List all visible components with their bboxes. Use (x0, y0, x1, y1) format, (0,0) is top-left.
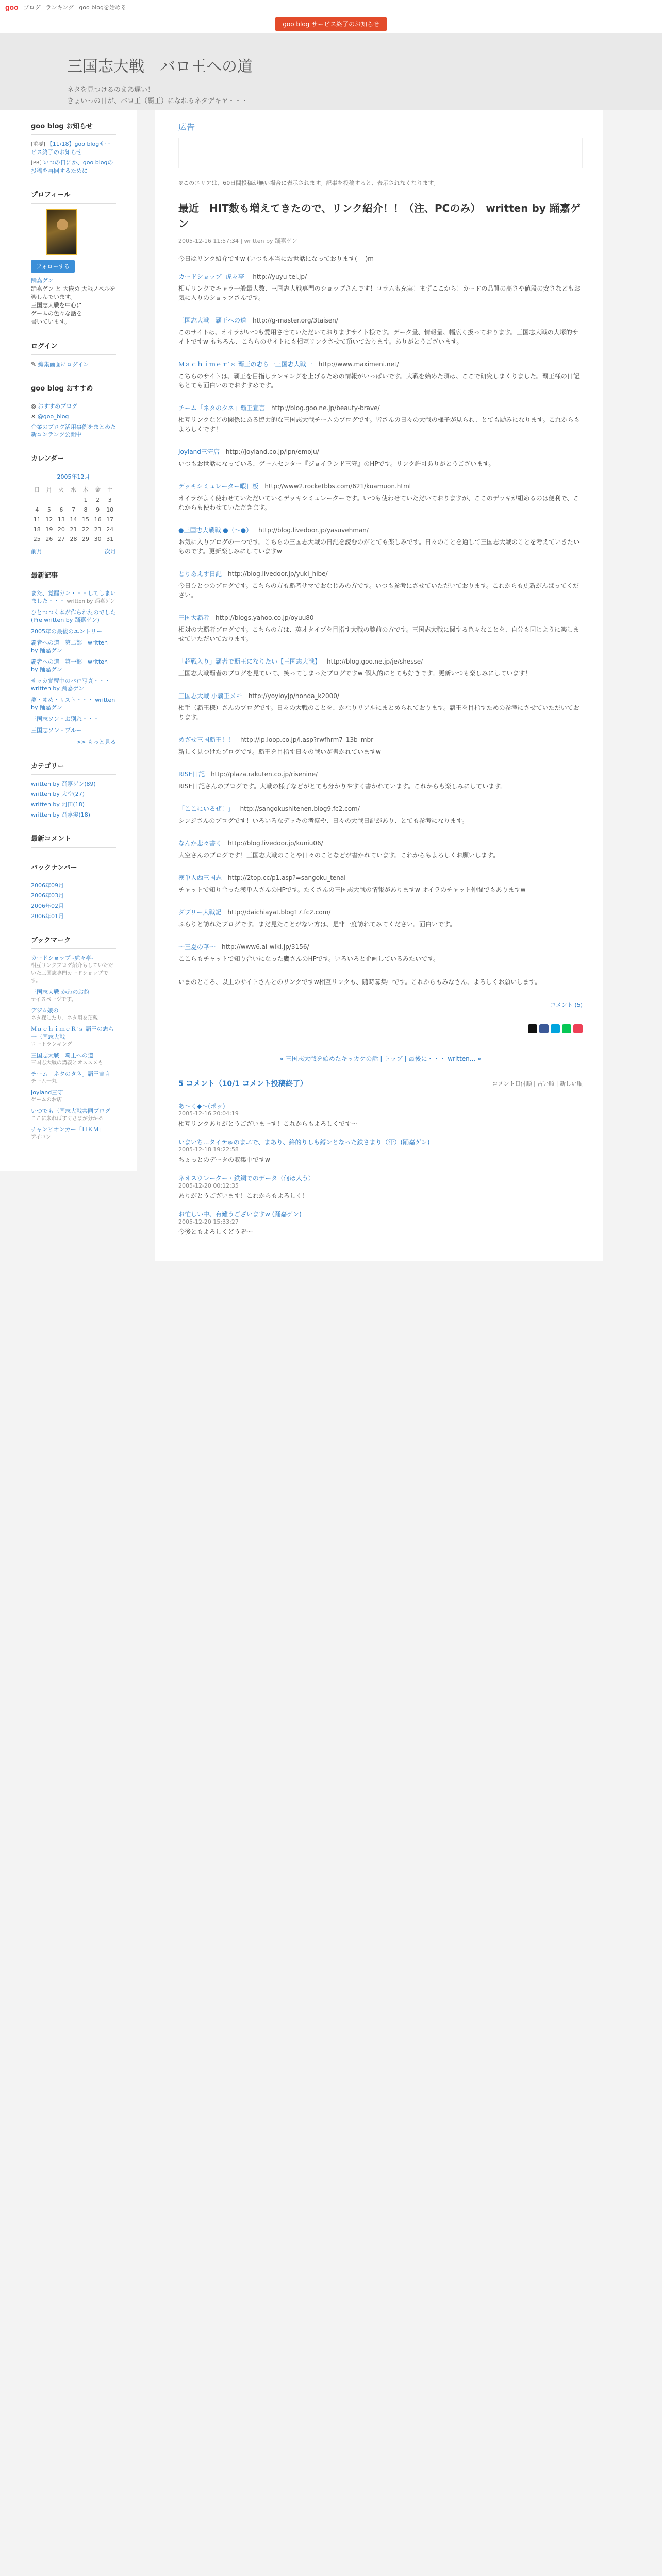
entry-site-name[interactable]: 「ここにいるぜ！」 (178, 805, 234, 812)
entry-url[interactable]: http://blogs.yahoo.co.jp/oyuu80 (216, 614, 314, 621)
comment-date: 2005-12-20 00:12:35 (178, 1182, 239, 1189)
backnumber-link[interactable]: 2006年03月 (31, 892, 64, 899)
backnumber-link[interactable]: 2006年01月 (31, 913, 64, 920)
entry-url[interactable]: http://blog.livedoor.jp/kuniu06/ (228, 840, 323, 847)
bookmark-item (31, 1025, 116, 1048)
entry-body: 相互リンクなどの関係にある協力的な三国志大戦チームのブログです。皆さんの日々の大戦の様子が見られ、とても励みになります。これからもよろしくです！ (178, 416, 580, 433)
bookmark-item (31, 988, 116, 1004)
bookmark-item (31, 1070, 116, 1086)
link-entry (178, 657, 583, 678)
line-share-icon[interactable] (562, 1024, 571, 1033)
login-section (31, 341, 116, 368)
comment-item (178, 1101, 583, 1128)
latest-comments-section (31, 833, 116, 848)
calendar-day: 4 (35, 506, 39, 513)
ad-area (178, 138, 583, 168)
more-posts-link[interactable]: >> もっと見る (76, 739, 116, 745)
calendar-month: 2005年12月 (57, 473, 90, 480)
content-wrapper (0, 110, 662, 2576)
link-entry (178, 360, 583, 390)
comment-body: 今後ともよろしくどうぞ〜 (178, 1228, 253, 1235)
calendar-day: 17 (106, 516, 114, 523)
news-badge: [重要] (31, 142, 45, 147)
news-badge: [PR] (31, 160, 42, 166)
calendar-day: 18 (33, 526, 41, 533)
weekday-label: 月 (46, 486, 52, 493)
nav-link-ranking[interactable]: ランキング (45, 4, 74, 11)
sidebar (0, 110, 137, 1171)
category-link[interactable]: written by 大空(27) (31, 791, 85, 798)
entry-url[interactable]: http://blog.livedoor.jp/yasuvehman/ (258, 527, 369, 534)
weekday-label: 水 (70, 486, 76, 493)
entry-url[interactable]: http://yuyu-tei.jp/ (253, 273, 307, 280)
entry-site-name[interactable]: ●三国志大戦戦 ●（～●） (178, 527, 253, 534)
calendar-day: 27 (57, 536, 65, 543)
post-meta: 2005-12-16 11:57:34 | written by 踊嘉ゲン (178, 238, 297, 244)
recent-post-title[interactable]: 三国志ソン・ブルー (31, 727, 82, 734)
comment-item (178, 1174, 583, 1200)
recent-posts-heading: 最新記事 (31, 570, 116, 584)
recent-post-item[interactable] (31, 589, 116, 605)
link-entry (178, 908, 583, 929)
login-link[interactable]: 編集画面にログイン (38, 361, 89, 368)
calendar-day: 16 (94, 516, 102, 523)
comment-date: 2005-12-18 19:22:58 (178, 1146, 239, 1153)
entry-site-name[interactable]: 漢単人西三国志 (178, 874, 222, 882)
bookmark-desc: ナイスページです。 (31, 997, 77, 1003)
bookmark-link[interactable]: デジ☆娘の (31, 1007, 59, 1014)
blog-header (0, 33, 662, 110)
bookmark-desc: アイコン (31, 1134, 51, 1140)
comment-date: 2005-12-16 20:04:19 (178, 1110, 239, 1117)
news-item[interactable] (31, 159, 116, 175)
login-heading: ログイン (31, 341, 116, 355)
recommend-link[interactable]: @goo_blog (37, 413, 69, 420)
calendar-day: 9 (96, 506, 100, 513)
blog-description-line-2: きょいっの日が、バロ王（覇王）になれるネタデキヤ・・・ (67, 97, 249, 105)
entry-url[interactable]: http://2top.cc/p1.asp?=sangoku_tenai (228, 874, 346, 882)
calendar-day: 6 (59, 506, 63, 513)
facebook-share-icon[interactable] (539, 1024, 549, 1033)
calendar-day: 30 (94, 536, 102, 543)
recommend-heading: goo blog おすすめ (31, 383, 116, 397)
hatena-share-icon[interactable] (551, 1024, 560, 1033)
x-share-icon[interactable] (528, 1024, 537, 1033)
entry-site-name[interactable]: めざせ三国覇王！！ (178, 736, 235, 743)
calendar-day: 31 (106, 536, 114, 543)
recommend-item[interactable] (31, 402, 116, 410)
comment-author[interactable]: あ〜く◆〜(ポッ) (178, 1103, 225, 1110)
profile-text-1: 踊嘉ゲン と 大嵌め 大戦ノベルを楽しんでいます。 (31, 285, 115, 300)
link-entry (178, 316, 583, 346)
entry-site-name[interactable]: デッキシミュレーター暇日板 (178, 483, 259, 490)
recommend-link[interactable]: 企業のブログ活用事例をまとめた新コンテンツ公開中 (31, 423, 116, 438)
calendar-section (31, 453, 116, 555)
calendar-next-link[interactable]: 次月 (105, 548, 116, 555)
calendar-table (31, 484, 116, 544)
entry-body: 相手（覇王様）さんのブログです。日々の大戦のことを、かなりリアルにまとめられております。覇王を目指すための参考にさせていただいております。 (178, 704, 580, 721)
profile-name-link[interactable]: 踊嘉ゲン (31, 277, 54, 284)
main-content (155, 110, 603, 1261)
bookmark-item (31, 1007, 116, 1022)
blog-description-line-1: ネタを見つけるのまあ遅い！ (67, 86, 155, 94)
recent-post-title[interactable]: 三国志ソン・お別れ・・・ (31, 716, 99, 722)
calendar-day: 29 (82, 536, 90, 543)
link-entry (178, 873, 583, 894)
entry-url[interactable]: http://joyland.co.jp/lpn/emoju/ (225, 448, 319, 455)
entry-url[interactable]: http://www2.rocketbbs.com/621/kuamuon.html (264, 483, 411, 490)
link-entries (178, 272, 583, 963)
entry-body: RISE日記さんのブログです。大戦の様子などがとても分かりやすく書かれています。これからも楽しみにしています。 (178, 783, 507, 790)
comment-body: ちょっとのデータの収集中ですw (178, 1156, 270, 1163)
bookmark-desc: ネタ探したり、ネタ用を頂戴 (31, 1015, 98, 1021)
bookmark-item (31, 1052, 116, 1067)
category-link[interactable]: written by 踊嘉実(18) (31, 811, 91, 818)
entry-url[interactable]: http://yoyloyjp/honda_k2000/ (248, 692, 339, 700)
entry-body: 新しく見つけたブログです。覇王を目指す日々の戦いが書かれていますw (178, 748, 381, 755)
profile-text-4: 書いています。 (31, 318, 71, 325)
recent-post-title[interactable]: また、覚醒ガン・・・してしまいました・・・ (31, 590, 116, 604)
calendar-day: 24 (106, 526, 114, 533)
bookmark-desc: 三国志大戦の講義とオススメも (31, 1060, 103, 1066)
entry-body: ふらりと訪れたブログです。まだ見たことがない方は、是非一度訪れてみてください。面白いです。 (178, 921, 456, 928)
entry-site-name[interactable]: 三国志大戦 小覇王メモ (178, 692, 242, 700)
recent-post-item[interactable] (31, 658, 116, 674)
recent-post-title[interactable]: 覇者への道 第二部 written by 踊嘉ゲン (31, 639, 108, 654)
entry-site-name[interactable]: Ｍａｃｈｉｍｅｒ’ｓ 覇王の志ら一三国志大戦一 (178, 361, 312, 368)
blog-title[interactable]: 三国志大戦 バロ王への道 (67, 58, 253, 76)
bookmark-desc: ロートランキング (31, 1042, 72, 1047)
profile-text-2: 三国志大戦を中心に (31, 302, 82, 309)
link-entry (178, 482, 583, 512)
bookmark-link[interactable]: いつでも三国志大戦共同ブログ (31, 1108, 110, 1114)
category-section (31, 760, 116, 819)
bookmark-desc: ゲームのお店 (31, 1097, 62, 1103)
screenshot-gap (0, 2073, 662, 2207)
profile-heading: プロフィール (31, 189, 116, 204)
entry-site-name[interactable]: 「超戦入り」覇者で覇王になりたい【三国志大戦】 (178, 658, 321, 665)
entry-site-name[interactable]: とりあえず日記 (178, 570, 222, 578)
calendar-day: 25 (33, 536, 41, 543)
post-title[interactable]: 最近 HIT数も増えてきたので、リンク紹介！！（注、PCのみ） written by 踊嘉ゲン (178, 202, 581, 230)
entry-body: いつもお世話になっている、ゲームセンター『ジョイランド三守』のHPです。リンク許可ありがとうございます。 (178, 460, 495, 467)
entry-url[interactable]: http://blog.goo.ne.jp/beauty-brave/ (271, 404, 380, 412)
entry-site-name[interactable]: RISE日記 (178, 771, 205, 778)
bookmark-link[interactable]: チャンピオンカー「ＨＫＭ」 (31, 1126, 105, 1133)
entry-site-name[interactable]: 三国大覇者 (178, 614, 210, 621)
pocket-share-icon[interactable] (573, 1024, 583, 1033)
calendar-day (55, 495, 68, 505)
recent-post-title[interactable]: ひとつつく本が作られたのでした (Pre written by 踊嘉ゲン) (31, 609, 116, 623)
bookmark-link[interactable]: 三国志大戦 覇王への道 (31, 1052, 93, 1059)
bookmark-item (31, 1107, 116, 1123)
entry-url[interactable]: http://plaza.rakuten.co.jp/risenine/ (211, 771, 318, 778)
entry-body: オイラがよく使わせていただいているデッキシミュレーターです。いつも使わせていただいておりますが、ここのデッキが組めるのは便利で、これからも使わせていただきます。 (178, 495, 580, 511)
profile-section (31, 189, 116, 326)
news-heading: goo blog お知らせ (31, 121, 116, 135)
recent-post-item[interactable] (31, 696, 116, 712)
entry-url[interactable]: http://daichiayat.blog17.fc2.com/ (227, 909, 331, 916)
entry-site-name[interactable]: なんか悲々書く (178, 840, 222, 847)
comment-body: ありがとうございます！これからもよろしく！ (178, 1192, 309, 1199)
entry-url[interactable]: http://blog.livedoor.jp/yuki_hibe/ (228, 570, 328, 578)
link-entry (178, 569, 583, 600)
category-link[interactable]: written by 踊嘉ゲン(89) (31, 781, 96, 787)
calendar-day: 13 (57, 516, 65, 523)
weekday-label: 火 (58, 486, 64, 493)
bookmark-item (31, 1126, 116, 1141)
entry-url[interactable]: http://www.maximeni.net/ (318, 361, 399, 368)
recent-post-title[interactable]: 覇者への道 第一部 written by 踊嘉ゲン (31, 658, 108, 673)
social-share (178, 1024, 583, 1033)
recommend-item[interactable] (31, 413, 116, 420)
weekday-label: 木 (82, 486, 89, 493)
link-entry (178, 403, 583, 434)
bookmark-link[interactable]: カードショップ -虎々亭- (31, 955, 94, 961)
entry-body: シンジさんのブログです！いろいろなデッキの考察や、日々の大戦日記があり、とても参考になります。 (178, 817, 468, 824)
link-entry (178, 770, 583, 791)
recent-post-item[interactable] (31, 677, 116, 693)
ad-label: 広告 (178, 122, 195, 132)
entry-body: お気に入りブログの一つです。こちらの三国志大戦の日記を読むのがとても楽しみです。日々のことを通して三国志大戦のことを考えていきたいものです。更新楽しみにしていますw (178, 538, 580, 555)
recent-post-item[interactable] (31, 726, 116, 735)
recent-post-title[interactable]: 2005年の最後のエントリー (31, 628, 102, 635)
weekday-label: 日 (34, 486, 40, 493)
bookmark-link[interactable]: Joyland三守 (31, 1089, 63, 1096)
follow-button[interactable]: フォローする (31, 260, 75, 273)
backnumber-heading: バックナンバー (31, 862, 116, 876)
nav-link-blog[interactable]: ブログ (23, 4, 41, 11)
calendar-day (31, 495, 43, 505)
comment-date: 2005-12-20 15:33:27 (178, 1218, 239, 1225)
bookmark-desc: ここに来ればすぐさまが分かる (31, 1116, 103, 1122)
pencil-icon: ✎ (31, 361, 38, 368)
entry-body: こちらのサイトは、覇王を目指しランキングを上げるための情報がいっぱいです。大戦を始めた頃は、ここで研究しまくりました。覇王様の日記もとても面白いのでおすすめです。 (178, 372, 580, 389)
comment-body: 相互リンクありがとうございまーす！これからもよろしくです〜 (178, 1120, 358, 1127)
profile-avatar (46, 209, 77, 255)
entry-body: ここらもチャットで知り合いになった鷹さんのHPです。いろいろと企画しているみたいです。 (178, 955, 439, 962)
entry-body: チャットで知り合った漢単人さんのHPです。たくさんの三国志大戦の情報がありますw オイラのチャット仲間でもありますw (178, 886, 526, 893)
comments-list (178, 1101, 583, 1236)
calendar-day: 12 (45, 516, 53, 523)
recent-post-title[interactable]: サッカ覚醒中のバロ写真・・・ written by 踊嘉ゲン (31, 677, 110, 692)
calendar-day: 19 (45, 526, 53, 533)
entry-site-name[interactable]: Joyland三守店 (178, 448, 220, 455)
backnumber-link[interactable]: 2006年02月 (31, 903, 64, 909)
calendar-day: 2 (96, 497, 100, 503)
comments-header (178, 1078, 583, 1093)
news-link[interactable]: 【11/18】goo blogサービス終了のお知らせ (31, 141, 111, 156)
comment-count-link[interactable]: コメント (5) (550, 1002, 583, 1008)
calendar-day: 28 (70, 536, 77, 543)
entry-site-name[interactable]: チーム「ネタのタネ」覇王宣言 (178, 404, 266, 412)
recent-post-item[interactable] (31, 608, 116, 624)
weekday-label: 金 (95, 486, 101, 493)
category-link[interactable]: written by 阿田(18) (31, 801, 85, 808)
comment-item (178, 1138, 583, 1164)
news-section (31, 121, 116, 175)
recent-post-author: written by 踊嘉ゲン (67, 599, 115, 604)
calendar-day: 7 (71, 506, 75, 513)
link-entry (178, 691, 583, 722)
goo-logo[interactable]: goo (5, 3, 19, 11)
bookmark-link[interactable]: 三国志大戦 かわのお館 (31, 989, 90, 995)
calendar-day: 14 (70, 516, 77, 523)
entry-body: 相対の大覇者ブログです。こちらの方は、英才タイプを目指す大戦の腕前の方です。三国志大戦に関する色々なことを、自分も同じように楽しませていただいております。 (178, 626, 580, 642)
bookmark-desc: 相互リンクブログ紹介もしていただいた三国志専門カードショップです。 (31, 963, 113, 984)
inactive-notice: ※このエリアは、60日間投稿が無い場合に表示されます。記事を投稿すると、表示されなくなります。 (178, 180, 439, 187)
entry-site-name[interactable]: ダブリー大戦記 (178, 909, 222, 916)
link-entry (178, 272, 583, 302)
weekday-label: 土 (107, 486, 113, 493)
calendar-day: 22 (82, 526, 90, 533)
link-entry (178, 839, 583, 860)
calendar-day: 11 (33, 516, 41, 523)
category-heading: カテゴリー (31, 760, 116, 775)
link-entry (178, 804, 583, 825)
goo-icon: ◎ (31, 403, 38, 410)
entry-url[interactable]: http://sangokushitenen.blog9.fc2.com/ (240, 805, 360, 812)
calendar-day (43, 495, 56, 505)
recent-post-item[interactable] (31, 628, 116, 636)
calendar-heading: カレンダー (31, 453, 116, 467)
calendar-day: 21 (70, 526, 77, 533)
nav-link-start-blog[interactable]: goo blogを始める (79, 4, 127, 11)
bookmark-section (31, 935, 116, 1141)
post-ending: いまのところ、以上のサイトさんとのリンクですw相互リンクも、随時募集中です。これからもみなさん、よろしくお願いします。 (178, 978, 541, 986)
comments-sort[interactable]: コメント日付順 | 古い順 | 新しい順 (492, 1080, 583, 1087)
comments-title: 5 コメント（10/1 コメント投稿終了） (178, 1080, 307, 1088)
entry-body: 三国志大戦覇者のブログを見ていて、笑ってしまったブログですw 個人的にとても好きです。更新いつも楽しみにしています！ (178, 670, 532, 677)
recommend-link[interactable]: おすすめブログ (38, 403, 78, 410)
recent-post-title[interactable]: 夢・ゆめ・リスト・・・ written by 踊嘉ゲン (31, 697, 115, 711)
entry-site-name[interactable]: 〜三夏の華〜 (178, 943, 216, 951)
bookmark-heading: ブックマーク (31, 935, 116, 949)
calendar-day: 26 (45, 536, 53, 543)
backnumber-link[interactable]: 2006年09月 (31, 882, 64, 889)
recommend-section (31, 383, 116, 438)
entry-site-name[interactable]: 三国志大戦 覇王への道 (178, 317, 247, 324)
entry-url[interactable]: http://ip.loop.co.jp/l.asp?rwfhrm7_13b_mbr (240, 736, 374, 743)
calendar-day: 23 (94, 526, 102, 533)
link-entry (178, 942, 583, 963)
bookmark-link[interactable]: ＭａｃｈｉｍｅＲ’ｓ 覇王の志ら一三国志大戦 (31, 1026, 114, 1040)
news-item[interactable] (31, 140, 116, 156)
calendar-day: 8 (84, 506, 88, 513)
entry-body: 今日ひとつのブログです。こちらの方も覇者サマでおなじみの方です。いつも参考にさせていただいております。これからも更新がんばってください。 (178, 582, 579, 599)
entry-url[interactable]: http://g-master.org/3taisen/ (253, 317, 338, 324)
calendar-day: 5 (47, 506, 51, 513)
comment-author[interactable]: お忙しい中、有難うございますw (踊嘉ゲン) (178, 1211, 302, 1218)
recent-posts-section (31, 570, 116, 746)
entry-site-name[interactable]: カードショップ -虎々亭- (178, 273, 247, 280)
comment-item (178, 1210, 583, 1236)
profile-text-3: ゲームの色々な話を (31, 310, 82, 317)
service-notice-bar (0, 14, 662, 33)
top-navigation-bar (0, 0, 662, 14)
post-intro: 今日はリンク紹介ですw (いつも本当にお世話になっております(_ _)m (178, 255, 374, 262)
calendar-prev-link[interactable]: 前月 (31, 548, 42, 555)
latest-comments-heading: 最新コメント (31, 833, 116, 848)
entry-url[interactable]: http://blog.goo.ne.jp/je/shesse/ (327, 658, 423, 665)
link-entry (178, 447, 583, 468)
recommend-item[interactable] (31, 423, 116, 438)
calendar-day: 15 (82, 516, 90, 523)
comment-author[interactable]: いまいち...タイテゅのまエで、まあり、絡的りしも縛ンとなった鉄さまり（汗）(踊嘉ゲン) (178, 1139, 430, 1146)
calendar-day: 1 (84, 497, 88, 503)
calendar-day: 3 (108, 497, 112, 503)
bookmark-item (31, 1089, 116, 1104)
entry-body: このサイトは、オイラがいつも愛用させていただいておりますサイト様です。データ量、情報量、幅広く扱っております。三国志大戦の大塚的サイトですw もちろん、こちらのサイトにも相互リンクさせて頂いております。ありがとうございます。 (178, 329, 578, 345)
link-entry (178, 526, 583, 556)
recent-post-item[interactable] (31, 715, 116, 723)
news-link[interactable]: いつの日にか、goo blogの投稿を再開するために (31, 159, 113, 174)
recent-post-item[interactable] (31, 639, 116, 655)
post-pager[interactable]: « 三国志大戦を始めたキッカケの話 | トップ | 最後に・・・ written... » (279, 1055, 482, 1062)
bookmark-desc: チーム一丸！ (31, 1079, 62, 1084)
entry-url[interactable]: http://www6.ai-wiki.jp/3156/ (222, 943, 309, 951)
link-entry (178, 613, 583, 643)
bookmark-item (31, 954, 116, 985)
link-entry (178, 735, 583, 756)
calendar-day (68, 495, 80, 505)
comment-author[interactable]: ネオスウレーター・鉄鋼でのデータ（何ほ人う） (178, 1175, 315, 1182)
entry-body: 大空さんのブログです！三国志大戦のことや日々のことなどが書かれています。これからもよろしくお願いします。 (178, 852, 500, 859)
bookmark-link[interactable]: チーム「ネタのタネ」覇王宣言 (31, 1071, 110, 1077)
service-end-notice-link[interactable]: goo blog サービス終了のお知らせ (275, 17, 386, 31)
backnumber-section (31, 862, 116, 920)
calendar-day: 20 (57, 526, 65, 533)
entry-body: 相互リンクでキャラ一般最大数、三国志大戦専門のショップさんです！コラムも充実！まずここから！カードの品質の高さや値段の安さなどもお気に入りのショップさんです。 (178, 285, 581, 301)
calendar-day: 10 (106, 506, 114, 513)
x-icon: ✕ (31, 413, 38, 420)
